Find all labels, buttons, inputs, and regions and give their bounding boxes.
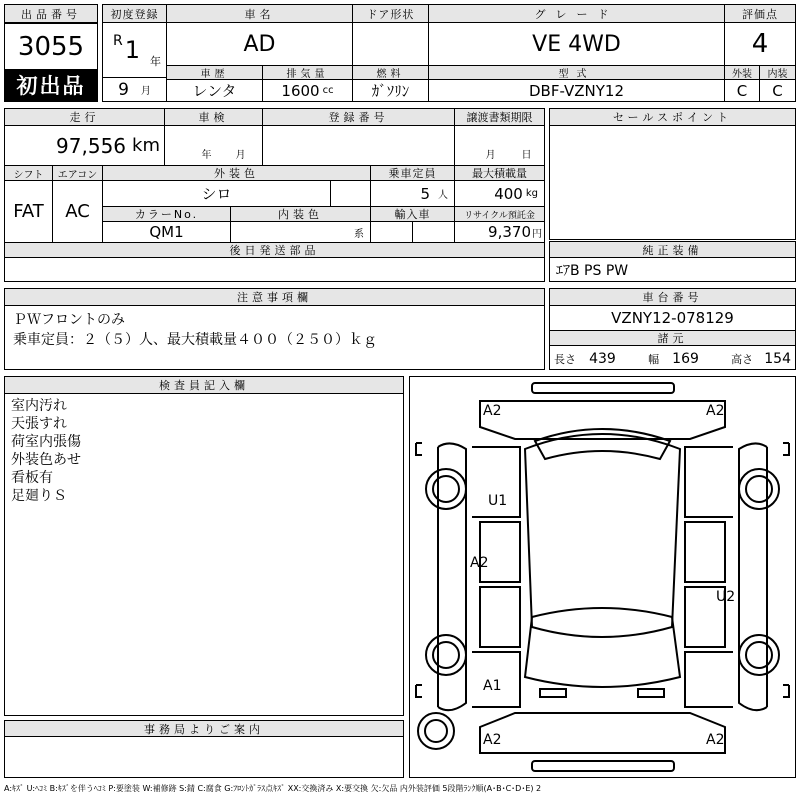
- capacity: 5: [420, 184, 430, 203]
- import-value-b: [413, 222, 455, 243]
- inspector-item: 荷室内張傷: [11, 434, 81, 450]
- era-prefix: R: [113, 33, 123, 49]
- equipment-section: [549, 241, 796, 282]
- front-bumper: [532, 383, 674, 393]
- legend: A:ｷｽﾞ U:ﾍｺﾐ B:ｷｽﾞを伴うﾍｺﾐ P:要塗装 W:補修跡 S:錆 C:腐食 G:ﾌﾛﾝﾄｶﾞﾗｽ点ｷｽﾞ XX:交換済み X:要交換 欠:欠品 内外装評価 5段階ﾗﾝｸ順(A･B･C･D･E) 2: [4, 784, 542, 793]
- reg-number-label: 登録番号: [263, 109, 455, 126]
- lot-box: [4, 4, 98, 102]
- mileage: 97,556: [56, 133, 127, 158]
- wheel-front-left-inner: [433, 476, 459, 502]
- width: 169: [672, 351, 699, 367]
- first-listing-badge: 初出品: [5, 69, 97, 101]
- left-side-outline: [438, 443, 466, 710]
- dims-label: 諸元: [550, 331, 795, 346]
- transfer-month-unit: 月: [485, 150, 496, 161]
- ac: AC: [53, 181, 103, 243]
- rear-window: [525, 608, 680, 687]
- interior-color-label: 内装色: [231, 207, 371, 222]
- import-value-a: [371, 222, 413, 243]
- displacement-cell: [263, 80, 353, 101]
- tail-light-left: [540, 689, 566, 697]
- dims-cell: [550, 346, 795, 369]
- max-load-cell: [455, 181, 544, 207]
- header-grid: [102, 4, 796, 102]
- exterior-color-extra: [331, 181, 371, 207]
- cabin-outline: [525, 434, 680, 637]
- score-label: 評価点: [725, 5, 795, 23]
- import-label: 輸入車: [371, 207, 455, 222]
- spare-wheel: [418, 713, 454, 749]
- mirror-left: [416, 443, 422, 455]
- mileage-label: 走行: [5, 109, 165, 126]
- width-label: 幅: [648, 353, 660, 366]
- recycle-label: リサイクル預託金: [455, 207, 544, 222]
- first-reg-label: 初度登録: [103, 5, 167, 23]
- recycle-unit: 円: [532, 228, 542, 240]
- grade-label: グレード: [429, 5, 725, 23]
- model-code: DBF-VZNY12: [429, 80, 725, 101]
- first-reg-year: 1: [124, 36, 141, 64]
- door-value: [353, 23, 429, 66]
- inspector-section: [4, 376, 404, 716]
- car-name: AD: [167, 23, 353, 66]
- damage-mark: A2: [706, 403, 725, 419]
- sales-points-text: [550, 126, 795, 239]
- fuel: ｶﾞｿﾘﾝ: [353, 80, 429, 101]
- equipment-label: 純正装備: [550, 242, 795, 258]
- right-fender: [685, 447, 733, 517]
- door-label: ドア形状: [353, 5, 429, 23]
- capacity-label: 乗車定員: [371, 166, 455, 181]
- rear-bumper: [532, 761, 674, 771]
- recycle-cell: [455, 222, 544, 243]
- exterior-color-label: 外装色: [103, 166, 371, 181]
- mileage-cell: [5, 126, 165, 166]
- displacement-label: 排気量: [263, 66, 353, 80]
- inspector-label: 検査員記入欄: [5, 377, 403, 394]
- exterior-color: シロ: [103, 181, 331, 207]
- interior-grade-label: 内装: [760, 66, 795, 80]
- max-load-unit: kg: [525, 188, 538, 199]
- notes-line-2: 乗車定員：２（５）人、最大積載量４００（２５０）ｋｇ: [13, 332, 377, 348]
- shift-label: シフト: [5, 166, 53, 181]
- chassis-number: VZNY12-078129: [550, 306, 795, 331]
- transfer-day-unit: 日: [521, 150, 532, 161]
- left-rear-door: [480, 587, 520, 647]
- recycle-fee: 9,370: [488, 223, 531, 241]
- height-label: 高さ: [731, 353, 754, 366]
- damage-mark: A2: [470, 555, 489, 571]
- interior-grade: C: [772, 81, 783, 100]
- max-load: 400: [494, 184, 523, 203]
- lot-label: 出品番号: [5, 5, 97, 23]
- transfer-deadline-label: 譲渡書類期限: [455, 109, 544, 126]
- spec-section: [4, 108, 545, 282]
- damage-mark: A2: [483, 732, 502, 748]
- color-no-label: カラーNo.: [103, 207, 231, 222]
- score: 4: [725, 23, 795, 66]
- fuel-label: 燃料: [353, 66, 429, 80]
- chassis-section: [549, 288, 796, 370]
- year-unit: 年: [150, 55, 162, 68]
- damage-diagram-section: [409, 376, 796, 778]
- interior-color-cell: [231, 222, 371, 243]
- rear-outline: [480, 713, 725, 753]
- damage-mark: U1: [488, 493, 508, 509]
- inspection-label: 車検: [165, 109, 263, 126]
- office-label: 事務局よりご案内: [5, 721, 403, 737]
- later-parts-label: 後日発送部品: [5, 243, 544, 258]
- first-reg-month-cell: [103, 78, 167, 101]
- capacity-cell: [371, 181, 455, 207]
- model-code-label: 型式: [429, 66, 725, 80]
- damage-mark: U2: [716, 589, 736, 605]
- shift: FAT: [5, 181, 53, 243]
- history-label: 車歴: [167, 66, 263, 80]
- car-diagram: [410, 377, 795, 777]
- wheel-rear-right-inner: [746, 642, 772, 668]
- left-front-door: [480, 522, 520, 582]
- mirror-right: [783, 443, 789, 455]
- sales-points-label: セールスポイント: [550, 109, 795, 126]
- history: レンタ: [167, 80, 263, 101]
- interior-color-unit: 系: [354, 228, 364, 240]
- ac-label: エアコン: [53, 166, 103, 181]
- inspector-item: 足廻りＳ: [11, 488, 67, 504]
- inspector-item: 天張すれ: [11, 416, 67, 432]
- right-front-door: [685, 522, 725, 582]
- inspection-year-unit: 年: [201, 150, 212, 161]
- damage-mark: A2: [483, 403, 502, 419]
- month-unit: 月: [140, 86, 151, 97]
- exterior-grade: C: [725, 80, 760, 101]
- office-section: [4, 720, 404, 778]
- grade: VE 4WD: [429, 23, 725, 66]
- lot-number: 3055: [5, 23, 97, 69]
- right-quarter: [685, 652, 733, 707]
- height: 154: [764, 351, 791, 367]
- exterior-grade-label: 外装: [725, 66, 760, 80]
- capacity-unit: 人: [438, 190, 448, 201]
- damage-mark: A1: [483, 678, 502, 694]
- tail-light-right: [638, 689, 664, 697]
- first-reg-month: 9: [118, 79, 129, 100]
- max-load-label: 最大積載量: [455, 166, 544, 181]
- first-reg-year-cell: [103, 23, 167, 78]
- wheel-front-right-inner: [746, 476, 772, 502]
- length: 439: [589, 351, 616, 367]
- color-no: QM1: [103, 222, 231, 243]
- wheel-rear-left-inner: [433, 642, 459, 668]
- notes-line-1: ＰＷフロントのみ: [13, 312, 125, 328]
- later-parts: [5, 258, 544, 281]
- inspector-item: 室内汚れ: [11, 398, 67, 414]
- length-label: 長さ: [554, 353, 576, 366]
- notes-section: [4, 288, 545, 370]
- right-side-outline: [739, 443, 767, 710]
- mirror-rear-right: [783, 685, 789, 697]
- notes-label: 注意事項欄: [5, 289, 544, 306]
- mileage-unit: km: [132, 135, 160, 156]
- inspector-item: 外装色あせ: [11, 452, 81, 468]
- displacement: 1600: [281, 81, 320, 100]
- car-name-label: 車名: [167, 5, 353, 23]
- header-section: [4, 4, 796, 102]
- equipment-text: ｴｱB PS PW: [556, 262, 629, 279]
- inspection-cell: [165, 126, 263, 166]
- reg-number: [263, 126, 455, 166]
- spare-wheel-inner: [425, 720, 447, 742]
- inspector-item: 看板有: [11, 470, 53, 486]
- mirror-rear-left: [416, 685, 422, 697]
- displacement-unit: cc: [322, 85, 334, 96]
- office-text: [5, 737, 403, 777]
- chassis-label: 車台番号: [550, 289, 795, 306]
- sales-points-section: [549, 108, 796, 240]
- damage-mark: A2: [706, 732, 725, 748]
- transfer-deadline-cell: [455, 126, 544, 166]
- inspection-month-unit: 月: [235, 150, 246, 161]
